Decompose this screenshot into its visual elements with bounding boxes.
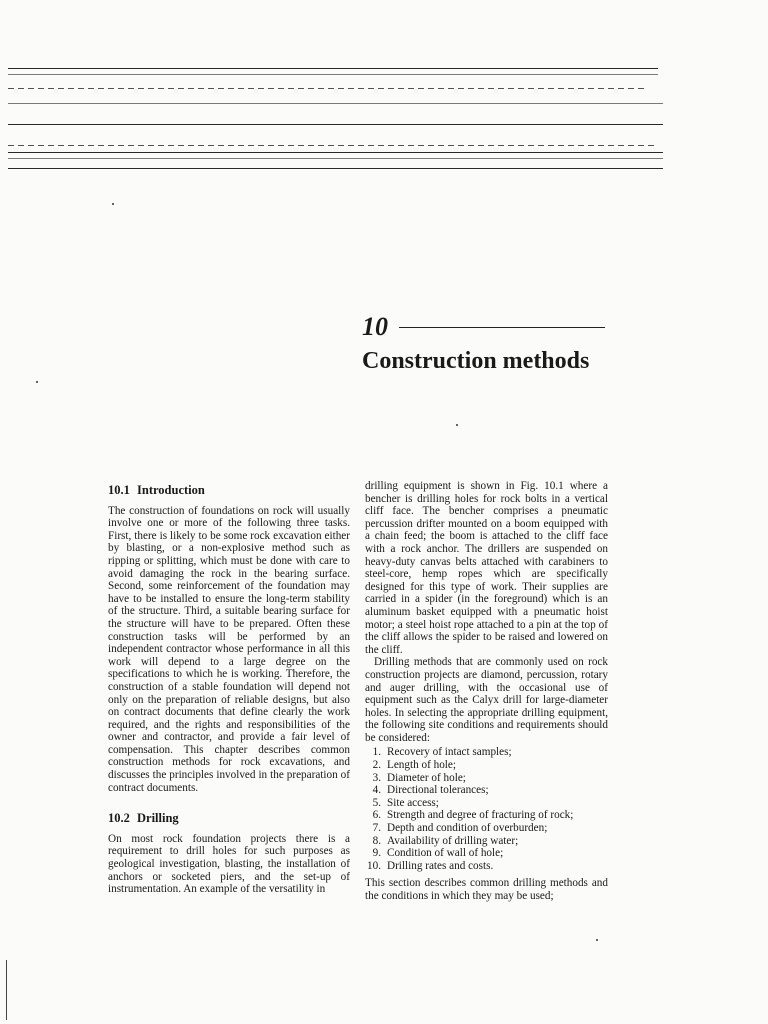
list-item	[365, 809, 608, 822]
header-rule	[8, 158, 663, 159]
header-rule	[8, 68, 658, 69]
header-rule	[8, 145, 658, 146]
header-rule	[8, 124, 663, 125]
list-item-number: 9.	[372, 847, 381, 860]
left-column	[108, 484, 350, 896]
list-item-number: 6.	[372, 809, 381, 822]
list-item	[365, 759, 608, 772]
section-heading	[108, 484, 350, 497]
header-rule	[8, 103, 663, 104]
section-number: 10.2	[108, 811, 130, 826]
section-number: 10.1	[108, 483, 130, 497]
list-item-text: Drilling rates and costs.	[387, 859, 494, 872]
header-rules	[0, 0, 768, 180]
section-title: Drilling	[137, 811, 179, 826]
list-item-number: 2.	[372, 759, 381, 772]
list-item-number: 5.	[372, 796, 381, 809]
chapter-rule	[399, 327, 605, 328]
section-heading	[108, 812, 350, 825]
paragraph: On most rock foundation projects there is a requirement to drill holes for such purposes as geological investigation, blasting, the installation of anchors or socketed piers, and the set-up of instrumentation. An example of the versatility in	[108, 832, 350, 896]
list-item-number: 7.	[372, 822, 381, 835]
list-item	[365, 772, 608, 785]
list-item	[365, 746, 608, 759]
list-item-text: Directional tolerances;	[387, 784, 489, 797]
list-item	[365, 784, 608, 797]
list-item-number: 10.	[367, 859, 381, 872]
chapter-title: Construction methods	[362, 348, 590, 374]
paragraph: drilling equipment is shown in Fig. 10.1 where a bencher is drilling holes for rock bolts in a vertical cliff face. The bencher comprises a pneumatic percussion drifter mounted on a boom equipped with a chain feed; the boom is attached to the cliff face with a rock anchor. The drillers are suspended on heavy-duty canvas belts attached with carabiners to steel-core, hemp ropes which are specifically designed for this type of work. Their supplies are carried in a spider (in the foreground) which is an aluminum basket equipped with a pneumatic hoist motor; a steel hoist rope attached to a pin at the top of the cliff allows the spider to be raised and lowered on the cliff.	[365, 480, 608, 656]
list-item-text: Diameter of hole;	[387, 771, 466, 784]
conditions-list	[365, 746, 608, 872]
scan-speck	[36, 381, 38, 383]
scan-edge-mark	[6, 960, 7, 1020]
list-item	[365, 835, 608, 848]
list-item-number: 3.	[372, 771, 381, 784]
header-rule	[8, 168, 663, 169]
section-title: Introduction	[137, 483, 205, 497]
scan-speck	[596, 939, 598, 941]
list-item-text: Recovery of intact samples;	[387, 746, 512, 759]
header-rule	[8, 74, 658, 75]
list-item-text: Strength and degree of fracturing of rock;	[387, 809, 574, 822]
list-item	[365, 822, 608, 835]
list-item-text: Availability of drilling water;	[387, 834, 519, 847]
scan-speck	[112, 203, 114, 205]
list-item	[365, 847, 608, 860]
header-rule	[8, 152, 663, 153]
chapter-number: 10	[362, 312, 388, 341]
list-item-number: 8.	[372, 834, 381, 847]
paragraph: This section describes common drilling methods and the conditions in which they may be used;	[365, 877, 608, 902]
paragraph: Drilling methods that are commonly used on rock construction projects are diamond, percussion, rotary and auger drilling, with the occasional use of equipment such as the Calyx drill for large-diameter holes. In selecting the appropriate drilling equipment, the following site conditions and requirements should be considered:	[365, 656, 608, 744]
list-item-number: 4.	[372, 784, 381, 797]
list-item	[365, 860, 608, 873]
list-item-text: Condition of wall of hole;	[387, 847, 504, 860]
scan-speck	[456, 424, 458, 426]
list-item-text: Length of hole;	[387, 759, 456, 772]
list-item-number: 1.	[372, 746, 381, 759]
list-item-text: Site access;	[387, 796, 439, 809]
right-column	[365, 480, 608, 903]
list-item	[365, 797, 608, 810]
header-rule	[8, 88, 648, 89]
list-item-text: Depth and condition of overburden;	[387, 822, 548, 835]
paragraph: The construction of foundations on rock will usually involve one or more of the following three tasks. First, there is likely to be some rock excavation either by blasting, or a non-explosive method such as ripping or splitting, which must be done with care to avoid damaging the rock in the bearing surface. Second, some reinforcement of the foundation may have to be installed to ensure the long-term stability of the structure. Third, a suitable bearing surface for the structure will have to be prepared. Often these construction tasks will be performed by an independent contractor whose performance in all this work will depend to a large degree on the specifications to which he is working. Therefore, the construction of a stable foundation will depend not only on the preparation of reliable designs, but also on contract documents that define clearly the work required, and the rights and responsibilities of the owner and contractor, and provide a fair level of compensation. This chapter describes common construction methods for rock excavations, and discusses the principles involved in the preparation of contract documents.	[108, 504, 350, 794]
